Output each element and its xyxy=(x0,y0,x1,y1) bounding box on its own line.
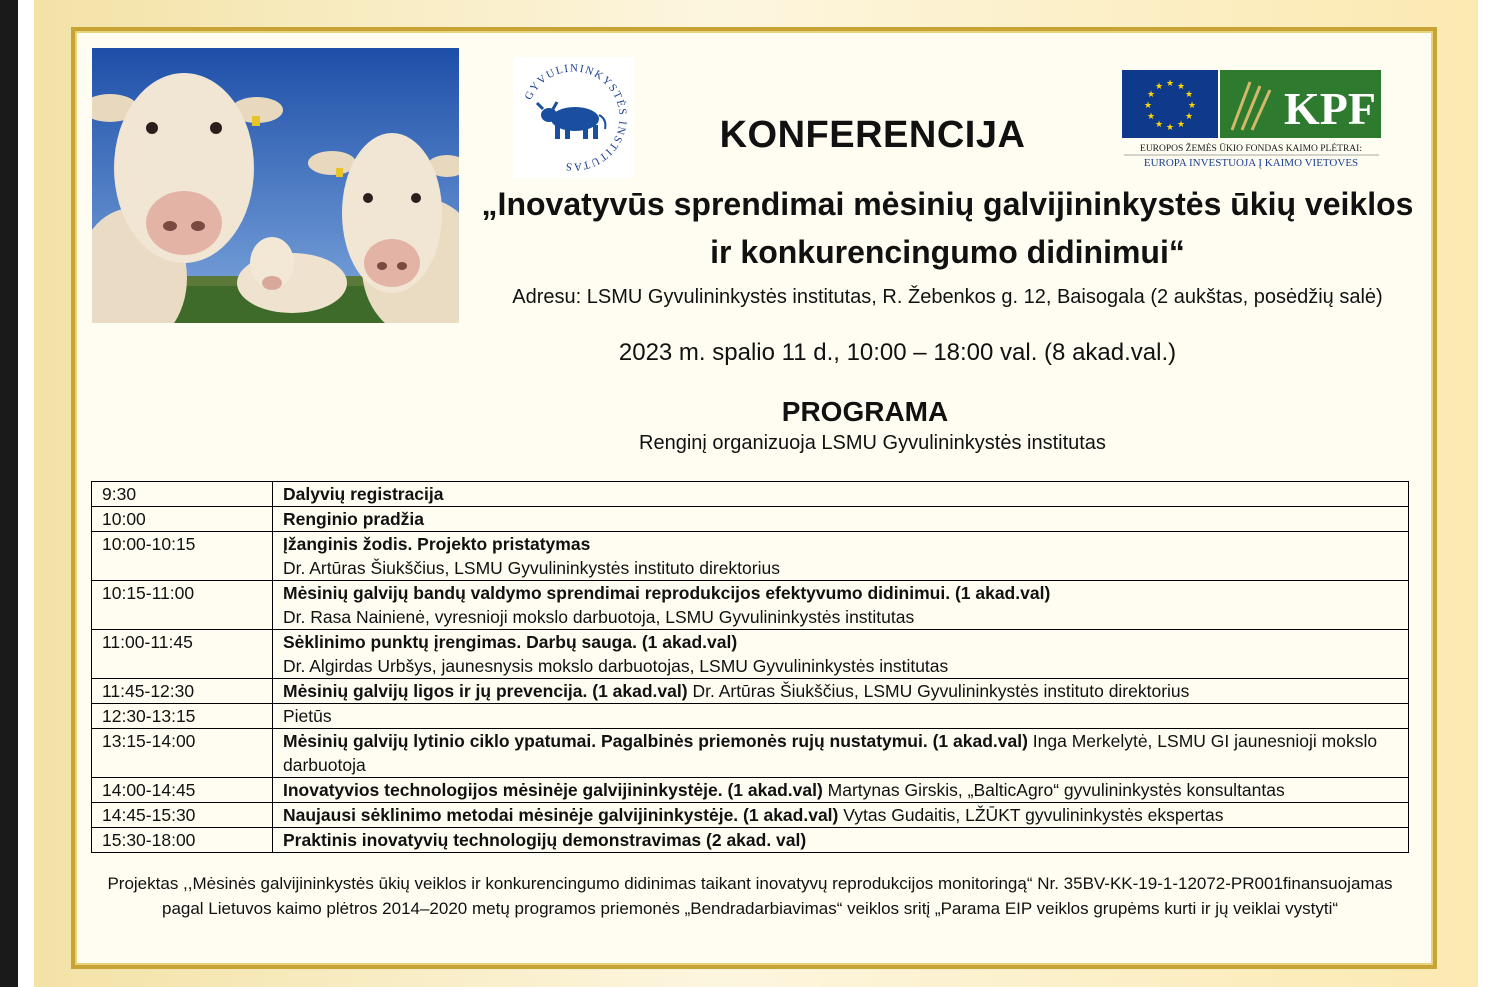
schedule-time: 15:30-18:00 xyxy=(92,828,273,853)
schedule-time: 10:00-10:15 xyxy=(92,532,273,581)
schedule-item: Dalyvių registracija xyxy=(273,482,1409,507)
svg-text:★: ★ xyxy=(1184,90,1194,100)
svg-text:★: ★ xyxy=(1176,120,1186,130)
schedule-item: Sėklinimo punktų įrengimas. Darbų sauga. (1 akad.val) Dr. Algirdas Urbšys, jaunesnysis mokslo darbuotojas, LSMU Gyvulininkystės institutas xyxy=(273,630,1409,679)
schedule-time: 14:45-15:30 xyxy=(92,803,273,828)
footer-line1: Projektas ,,Mėsinės galvijininkystės ūkių veiklos ir konkurencingumo didinimas taikant inovatyvų reprodukcijos monitoringą“ Nr. 35BV-KK-19-1-12072-PR001finansuojamas xyxy=(107,874,1393,893)
institute-logo-text: GYVULININKYSTĖS INSTITUTAS xyxy=(522,62,629,173)
svg-text:★: ★ xyxy=(1184,112,1194,122)
schedule-time: 10:00 xyxy=(92,507,273,532)
speaker: Dr. Artūras Šiukščius, LSMU Gyvulininkystės instituto direktorius xyxy=(283,558,780,578)
page-right-edge xyxy=(1478,0,1492,987)
schedule-time: 11:00-11:45 xyxy=(92,630,273,679)
event-address: Adresu: LSMU Gyvulininkystės institutas, R. Žebenkos g. 12, Baisogala (2 aukštas, posėdžių salė) xyxy=(512,286,1383,308)
conference-title: „Inovatyvūs sprendimai mėsinių galvijininkystės ūkių veiklos ir konkurencingumo didinimui“ xyxy=(481,186,1414,270)
schedule-item: Praktinis inovatyvių technologijų demonstravimas (2 akad. val) xyxy=(273,828,1409,853)
schedule-table xyxy=(91,481,1409,853)
schedule-item: Įžanginis žodis. Projekto pristatymas Dr. Artūras Šiukščius, LSMU Gyvulininkystės instituto direktorius xyxy=(273,532,1409,581)
table-row xyxy=(92,803,1409,828)
eu-logo-line1: EUROPOS ŽEMĖS ŪKIO FONDAS KAIMO PLĖTRAI: xyxy=(1140,144,1362,154)
table-row xyxy=(92,778,1409,803)
svg-text:★: ★ xyxy=(1143,101,1153,111)
schedule-item: Naujausi sėklinimo metodai mėsinėje galvijininkystėje. (1 akad.val) Vytas Gudaitis, LŽŪKT gyvulininkystės ekspertas xyxy=(273,803,1409,828)
svg-text:★: ★ xyxy=(1154,82,1164,92)
event-datetime: 2023 m. spalio 11 d., 10:00 – 18:00 val. (8 akad.val.) xyxy=(618,339,1177,366)
speaker: Dr. Algirdas Urbšys, jaunesnysis mokslo darbuotojas, LSMU Gyvulininkystės institutas xyxy=(283,656,949,676)
conference-label: KONFERENCIJA xyxy=(719,114,1026,156)
table-row xyxy=(92,532,1409,581)
eu-kpf-logo xyxy=(1120,68,1383,174)
schedule-time: 14:00-14:45 xyxy=(92,778,273,803)
program-title: PROGRAMA xyxy=(781,396,949,427)
schedule-item: Mėsinių galvijų bandų valdymo sprendimai reprodukcijos efektyvumo didinimui. (1 akad.val) Dr. Rasa Nainienė, vyresnioji mokslo darbuotoja, LSMU Gyvulininkystės institutas xyxy=(273,581,1409,630)
speaker: Dr. Rasa Nainienė, vyresnioji mokslo darbuotoja, LSMU Gyvulininkystės institutas xyxy=(283,607,915,627)
footer-line2: pagal Lietuvos kaimo plėtros 2014–2020 metų programos priemonės „Bendradarbiavimas“ veiklos sritį „Parama EIP veiklos grupėms kurti ir jų veiklai vystyti“ xyxy=(161,899,1339,918)
schedule-item: Pietūs xyxy=(273,704,1409,729)
table-row xyxy=(92,679,1409,704)
svg-text:★: ★ xyxy=(1165,79,1175,89)
kpf-text: KPF xyxy=(1284,83,1376,134)
schedule-time: 13:15-14:00 xyxy=(92,729,273,778)
schedule-time: 10:15-11:00 xyxy=(92,581,273,630)
svg-text:★: ★ xyxy=(1176,82,1186,92)
speaker: Vytas Gudaitis, LŽŪKT gyvulininkystės ekspertas xyxy=(838,805,1224,825)
eu-logo-line2: EUROPA INVESTUOJA Į KAIMO VIETOVES xyxy=(1143,157,1359,169)
table-row xyxy=(92,581,1409,630)
schedule-item: Mėsinių galvijų lytinio ciklo ypatumai. Pagalbinės priemonės rujų nustatymui. (1 akad.val) Inga Merkelytė, LSMU GI jaunesnioji mokslo darbuotoja xyxy=(273,729,1409,778)
svg-text:★: ★ xyxy=(1146,112,1156,122)
project-footer xyxy=(90,871,1410,921)
speaker: Martynas Girskis, „BalticAgro“ gyvulininkystės konsultantas xyxy=(822,780,1285,800)
svg-text:★: ★ xyxy=(1146,90,1156,100)
schedule-time: 11:45-12:30 xyxy=(92,679,273,704)
speaker: Inga Merkelytė, LSMU GI jaunesnioji mokslo darbuotoja xyxy=(283,731,1378,775)
table-row xyxy=(92,828,1409,853)
table-row xyxy=(92,704,1409,729)
svg-text:★: ★ xyxy=(1154,120,1164,130)
svg-text:★: ★ xyxy=(1187,101,1197,111)
table-row xyxy=(92,729,1409,778)
schedule-item: Renginio pradžia xyxy=(273,507,1409,532)
schedule-time: 12:30-13:15 xyxy=(92,704,273,729)
svg-text:★: ★ xyxy=(1165,123,1175,133)
table-row xyxy=(92,482,1409,507)
schedule-item: Mėsinių galvijų ligos ir jų prevencija. (1 akad.val) Dr. Artūras Šiukščius, LSMU Gyvulininkystės instituto direktorius xyxy=(273,679,1409,704)
table-row xyxy=(92,630,1409,679)
schedule-time: 9:30 xyxy=(92,482,273,507)
institute-logo xyxy=(513,57,634,178)
cattle-photo xyxy=(92,48,459,323)
organizer-line: Renginį organizuoja LSMU Gyvulininkystės institutas xyxy=(639,432,1106,454)
table-row xyxy=(92,507,1409,532)
schedule-item: Inovatyvios technologijos mėsinėje galvijininkystėje. (1 akad.val) Martynas Girskis, „BalticAgro“ gyvulininkystės konsultantas xyxy=(273,778,1409,803)
speaker: Dr. Artūras Šiukščius, LSMU Gyvulininkystės instituto direktorius xyxy=(687,681,1190,701)
